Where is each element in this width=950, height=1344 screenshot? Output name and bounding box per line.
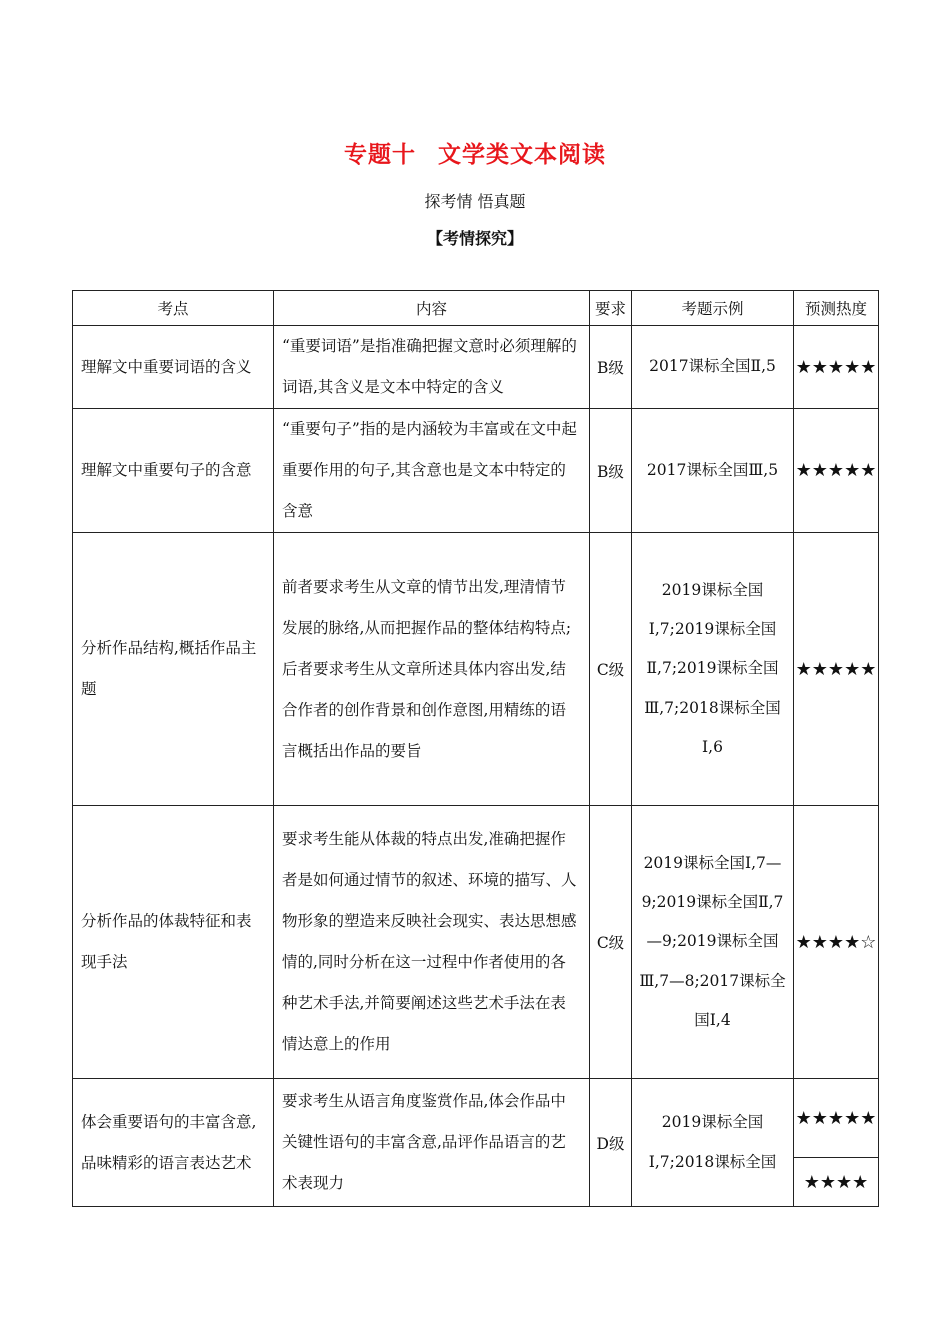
table-header-row <box>73 291 879 326</box>
row-content: 要求考生能从体裁的特点出发,准确把握作者是如何通过情节的叙述、环境的描写、人物形象的塑造来反映社会现实、表达思想感情的,同时分析在这一过程中作者使用的各种艺术手法,并简要阐述这些艺术手法在表情达意上的作用 <box>274 806 590 1079</box>
section-heading: 【考情探究】 <box>426 229 523 248</box>
header-heat: 预测热度 <box>794 291 879 326</box>
row-content: 要求考生从语言角度鉴赏作品,体会作品中关键性语句的丰富含意,品评作品语言的艺术表现力 <box>274 1079 590 1207</box>
title-part2: 文学类文本阅读 <box>438 142 606 168</box>
row-heat-split <box>794 1079 879 1207</box>
row-heat: ★★★★★ <box>794 533 879 806</box>
row-example: 2017课标全国Ⅲ,5 <box>632 409 794 533</box>
row-content: “重要句子”指的是内涵较为丰富或在文中起重要作用的句子,其含意也是文本中特定的含意 <box>274 409 590 533</box>
row-requirement: B级 <box>590 326 632 409</box>
exam-analysis-table <box>72 290 879 1207</box>
row-heat: ★★★★★ <box>794 326 879 409</box>
row-point: 理解文中重要词语的含义 <box>73 326 274 409</box>
table-row <box>73 326 879 409</box>
page-title <box>0 136 950 169</box>
row-example: 2019课标全国Ⅰ,7;2019课标全国Ⅱ,7;2019课标全国Ⅲ,7;2018课标全国Ⅰ,6 <box>632 533 794 806</box>
row-requirement: D级 <box>590 1079 632 1207</box>
row-content: “重要词语”是指准确把握文意时必须理解的词语,其含义是文本中特定的含义 <box>274 326 590 409</box>
row-point: 分析作品结构,概括作品主题 <box>73 533 274 806</box>
row-heat-second: ★★★★ <box>803 1171 869 1193</box>
subtitle: 探考情 悟真题 <box>424 192 526 211</box>
row-requirement: C级 <box>590 806 632 1079</box>
row-point: 理解文中重要句子的含意 <box>73 409 274 533</box>
row-example: 2017课标全国Ⅱ,5 <box>632 326 794 409</box>
row-requirement: C级 <box>590 533 632 806</box>
row-example: 2019课标全国Ⅰ,7;2018课标全国 <box>632 1079 794 1207</box>
row-heat: ★★★★☆ <box>794 806 879 1079</box>
row-heat: ★★★★★ <box>794 1079 878 1158</box>
table-row <box>73 1079 879 1207</box>
row-requirement: B级 <box>590 409 632 533</box>
table-row <box>73 533 879 806</box>
table-row <box>73 806 879 1079</box>
row-point: 分析作品的体裁特征和表现手法 <box>73 806 274 1079</box>
header-content: 内容 <box>274 291 590 326</box>
title-part1: 专题十 <box>344 142 416 168</box>
header-requirement: 要求 <box>590 291 632 326</box>
header-example: 考题示例 <box>632 291 794 326</box>
row-heat: ★★★★★ <box>794 409 879 533</box>
row-example: 2019课标全国Ⅰ,7—9;2019课标全国Ⅱ,7—9;2019课标全国Ⅲ,7—8;2017课标全国Ⅰ,4 <box>632 806 794 1079</box>
row-content: 前者要求考生从文章的情节出发,理清情节发展的脉络,从而把握作品的整体结构特点;后者要求考生从文章所述具体内容出发,结合作者的创作背景和创作意图,用精练的语言概括出作品的要旨 <box>274 533 590 806</box>
header-point: 考点 <box>73 291 274 326</box>
table-row <box>73 409 879 533</box>
row-point: 体会重要语句的丰富含意,品味精彩的语言表达艺术 <box>73 1079 274 1207</box>
